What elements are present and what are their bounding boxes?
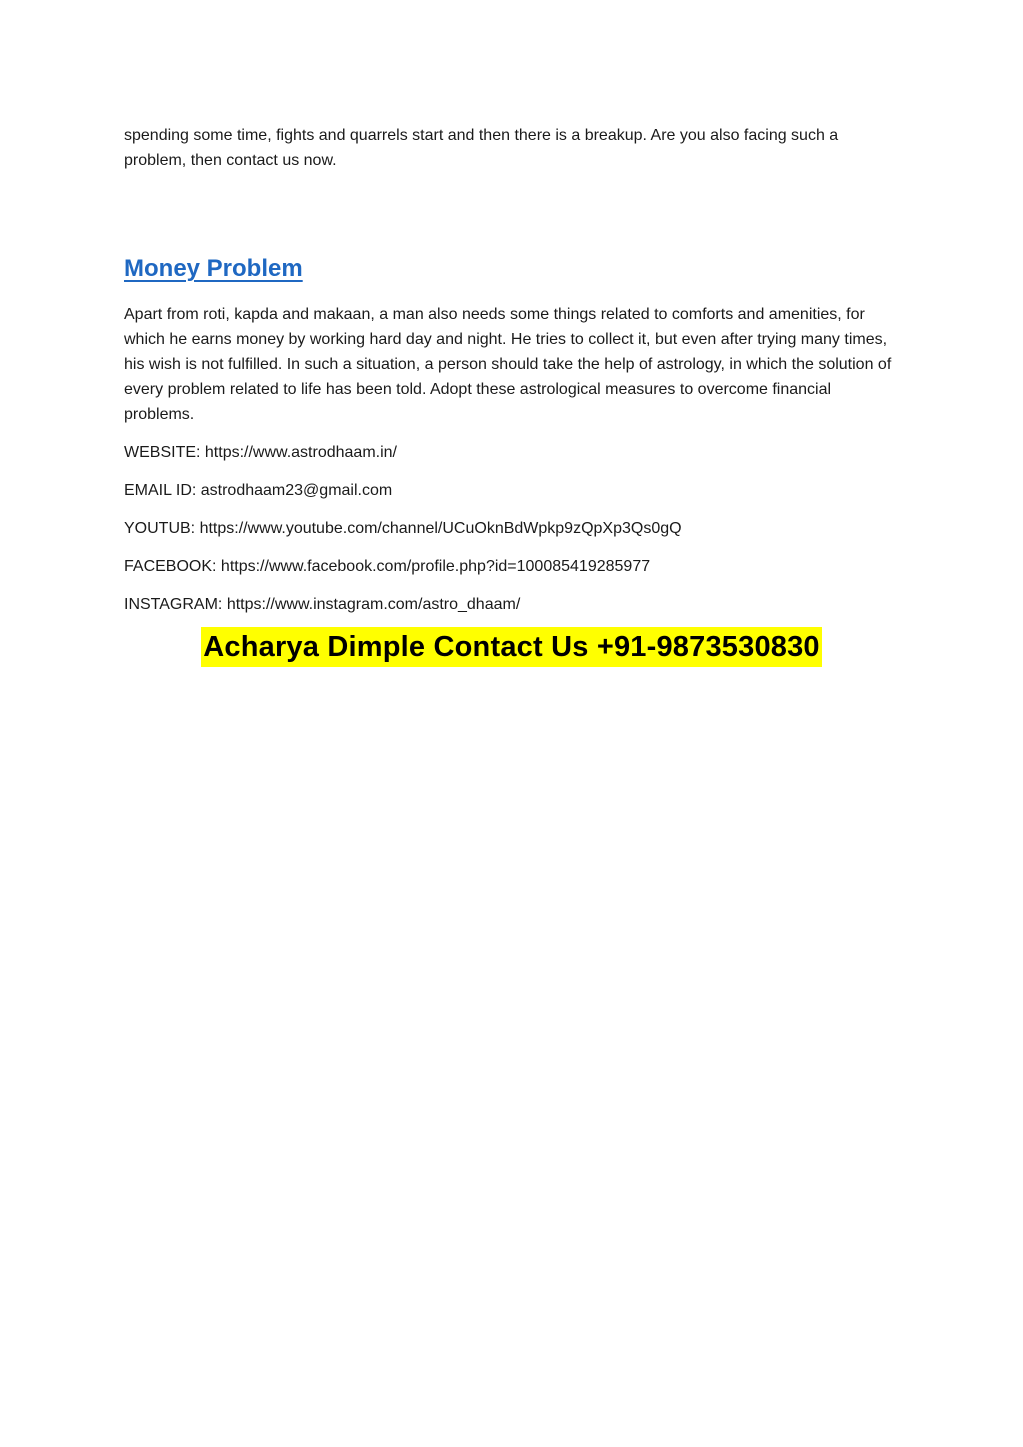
contact-banner — [124, 627, 899, 667]
facebook-line: FACEBOOK: https://www.facebook.com/profile.php?id=100085419285977 — [124, 558, 651, 575]
youtube-line: YOUTUB: https://www.youtube.com/channel/UCuOknBdWpkp9zQpXp3Qs0gQ — [124, 520, 682, 537]
email-line: EMAIL ID: astrodhaam23@gmail.com — [124, 482, 393, 499]
website-line: WEBSITE: https://www.astrodhaam.in/ — [124, 444, 397, 461]
instagram-line: INSTAGRAM: https://www.instagram.com/astro_dhaam/ — [124, 596, 521, 613]
money-problem-heading[interactable]: Money Problem — [124, 255, 303, 282]
money-problem-paragraph: Apart from roti, kapda and makaan, a man also needs some things related to comforts and amenities, for which he earns money by working hard day and night. He tries to collect it, but even after trying many times, his wish is not fulfilled. In such a situation, a person should take the help of astrology, in which the solution of every problem related to life has been told. Adopt these astrological measures to overcome financial problems. — [124, 306, 892, 423]
contact-highlight: Acharya Dimple Contact Us +91-9873530830 — [201, 627, 822, 667]
intro-paragraph: spending some time, fights and quarrels start and then there is a breakup. Are you also facing such a problem, then contact us now. — [124, 127, 839, 169]
document-page — [124, 123, 899, 667]
